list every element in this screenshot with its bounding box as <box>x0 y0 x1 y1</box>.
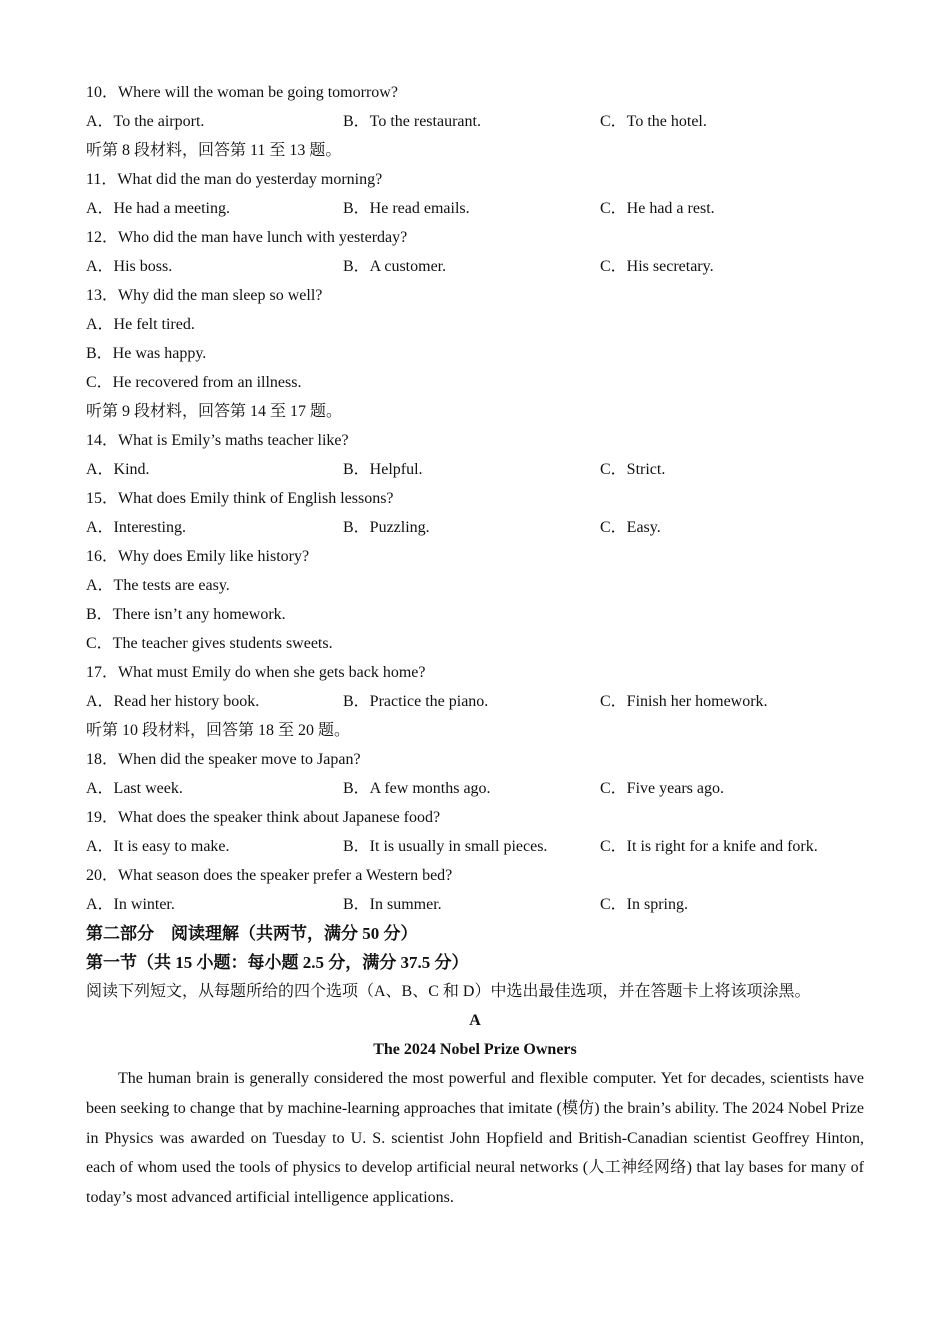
passage-paragraph: The human brain is generally considered the most powerful and flexible computer. Yet for decades, scientists have been seeking to change that by machine-learning approaches that imitate (模仿) the brain’s ability. The 2024 Nobel Prize in Physics was awarded on Tuesday to U. S. scientist John Hopfield and British-Canadian scientist Geoffrey Hinton, each of whom used the tools of physics to develop artificial neural networks (人工神经网络) that lay bases for many of today’s most advanced artificial intelligence applications. <box>86 1070 864 1207</box>
option-c: C．His secretary. <box>600 258 714 275</box>
option-b: B．A few months ago. <box>343 780 491 797</box>
question-19-options <box>86 832 864 861</box>
section-instruction-8: 听第 8 段材料，回答第 11 至 13 题。 <box>86 142 342 159</box>
option-a: A．Last week. <box>86 780 183 797</box>
option-a: A．In winter. <box>86 896 175 913</box>
option-c: C．He recovered from an illness. <box>86 374 302 391</box>
reading-instruction: 阅读下列短文，从每题所给的四个选项（A、B、C 和 D）中选出最佳选项，并在答题卡上将该项涂黑。 <box>86 983 811 1000</box>
question-18: 18．When did the speaker move to Japan? <box>86 751 361 768</box>
option-b: B．It is usually in small pieces. <box>343 838 548 855</box>
option-b: B．In summer. <box>343 896 442 913</box>
option-c: C．In spring. <box>600 896 689 913</box>
option-a: A．It is easy to make. <box>86 838 230 855</box>
option-b: B．Helpful. <box>343 461 423 478</box>
section-instruction-10: 听第 10 段材料，回答第 18 至 20 题。 <box>86 722 351 739</box>
question-12: 12．Who did the man have lunch with yesterday? <box>86 229 408 246</box>
section-instruction-9: 听第 9 段材料，回答第 14 至 17 题。 <box>86 403 343 420</box>
option-c: C．Five years ago. <box>600 780 724 797</box>
question-12-options <box>86 252 864 281</box>
option-c: C．Easy. <box>600 519 661 536</box>
question-11: 11．What did the man do yesterday morning? <box>86 171 383 188</box>
option-a: A．Read her history book. <box>86 693 260 710</box>
question-20: 20．What season does the speaker prefer a Western bed? <box>86 867 453 884</box>
part-two-heading: 第二部分 阅读理解（共两节，满分 50 分） <box>86 924 418 943</box>
option-c: C．To the hotel. <box>600 113 707 130</box>
option-c: C．Strict. <box>600 461 666 478</box>
question-14: 14．What is Emily’s maths teacher like? <box>86 432 349 449</box>
option-a: A．Interesting. <box>86 519 186 536</box>
question-11-options <box>86 194 864 223</box>
option-a: A．The tests are easy. <box>86 577 230 594</box>
passage-title: The 2024 Nobel Prize Owners <box>373 1041 577 1058</box>
question-10: 10．Where will the woman be going tomorrow? <box>86 84 398 101</box>
option-b: B．He read emails. <box>343 200 470 217</box>
option-a: A．His boss. <box>86 258 173 275</box>
question-10-options <box>86 107 864 136</box>
section-one-heading: 第一节（共 15 小题：每小题 2.5 分，满分 37.5 分） <box>86 953 469 972</box>
option-a: A．He had a meeting. <box>86 200 230 217</box>
option-c: C．It is right for a knife and fork. <box>600 838 818 855</box>
exam-page <box>86 78 864 1229</box>
option-c: C．The teacher gives students sweets. <box>86 635 333 652</box>
option-a: A．He felt tired. <box>86 316 195 333</box>
option-b: B．Puzzling. <box>343 519 430 536</box>
question-14-options <box>86 455 864 484</box>
question-20-options <box>86 890 864 919</box>
question-15: 15．What does Emily think of English lessons? <box>86 490 394 507</box>
question-16: 16．Why does Emily like history? <box>86 548 310 565</box>
question-17-options <box>86 687 864 716</box>
option-b: B．There isn’t any homework. <box>86 606 286 623</box>
option-a: A．To the airport. <box>86 113 205 130</box>
option-c: C．He had a rest. <box>600 200 715 217</box>
option-c: C．Finish her homework. <box>600 693 768 710</box>
question-15-options <box>86 513 864 542</box>
option-b: B．Practice the piano. <box>343 693 489 710</box>
question-18-options <box>86 774 864 803</box>
question-17: 17．What must Emily do when she gets back home? <box>86 664 426 681</box>
option-a: A．Kind. <box>86 461 150 478</box>
option-b: B．He was happy. <box>86 345 207 362</box>
question-19: 19．What does the speaker think about Japanese food? <box>86 809 441 826</box>
option-b: B．To the restaurant. <box>343 113 481 130</box>
question-13: 13．Why did the man sleep so well? <box>86 287 323 304</box>
passage-letter: A <box>469 1012 481 1029</box>
option-b: B．A customer. <box>343 258 447 275</box>
